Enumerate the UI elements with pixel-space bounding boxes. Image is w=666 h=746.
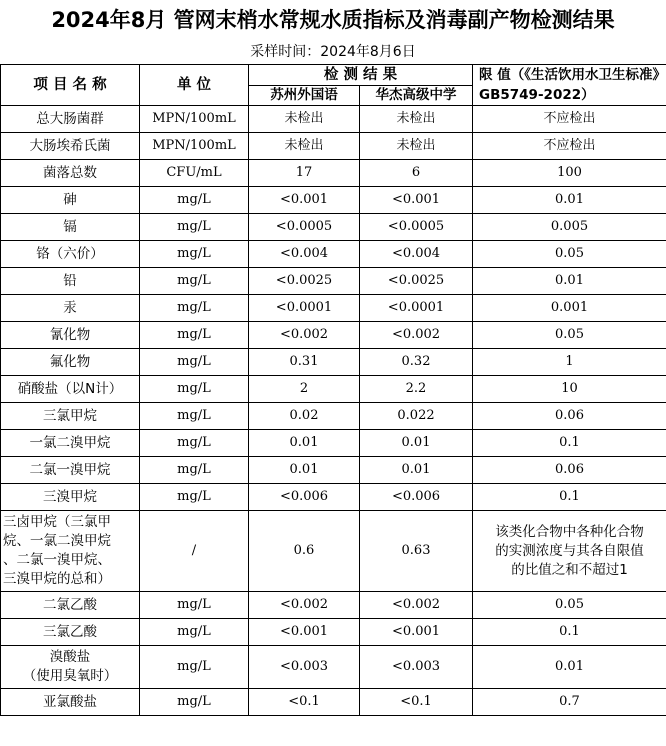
- item-name-line: 三溴甲烷的总和）: [3, 571, 111, 587]
- limit-value: 不应检出: [473, 133, 666, 160]
- item-unit: mg/L: [140, 241, 249, 268]
- item-name: 一氯二溴甲烷: [1, 430, 140, 457]
- result-site2: <0.0001: [360, 295, 473, 322]
- item-unit: mg/L: [140, 646, 249, 689]
- limit-value: 不应检出: [473, 106, 666, 133]
- item-name: 氟化物: [1, 349, 140, 376]
- limit-value: 100: [473, 160, 666, 187]
- item-name-line: （使用臭氧时）: [22, 668, 118, 684]
- item-unit: /: [140, 511, 249, 592]
- table-row: [1, 430, 666, 457]
- result-site2: <0.001: [360, 187, 473, 214]
- result-site2: 2.2: [360, 376, 473, 403]
- item-name: 氰化物: [1, 322, 140, 349]
- limit-value: 0.1: [473, 430, 666, 457]
- item-name: 大肠埃希氏菌: [1, 133, 140, 160]
- result-site1: 0.6: [249, 511, 360, 592]
- item-name-line: 溴酸盐: [49, 649, 91, 665]
- table-row: [1, 619, 666, 646]
- result-site2: 未检出: [360, 106, 473, 133]
- table-row: [1, 214, 666, 241]
- limit-value: [473, 511, 666, 592]
- result-site2: <0.003: [360, 646, 473, 689]
- sampling-time: 采样时间：2024年8月6日: [250, 44, 416, 60]
- item-name: 铬（六价）: [1, 241, 140, 268]
- limit-value: 0.1: [473, 484, 666, 511]
- item-name: 三氯乙酸: [1, 619, 140, 646]
- item-name: 汞: [1, 295, 140, 322]
- table-row: [1, 241, 666, 268]
- table-row: [1, 484, 666, 511]
- item-unit: MPN/100mL: [140, 133, 249, 160]
- item-unit: mg/L: [140, 619, 249, 646]
- result-site1: 0.01: [249, 457, 360, 484]
- result-site1: <0.002: [249, 322, 360, 349]
- table-row: [1, 511, 666, 592]
- item-unit: CFU/mL: [140, 160, 249, 187]
- result-site2: 0.63: [360, 511, 473, 592]
- table-row: [1, 376, 666, 403]
- result-site1: 0.31: [249, 349, 360, 376]
- item-unit: mg/L: [140, 484, 249, 511]
- header-results: 检 测 结 果: [249, 65, 473, 86]
- item-unit: MPN/100mL: [140, 106, 249, 133]
- limit-value-line: 的比值之和不超过1: [511, 561, 628, 578]
- item-name: 砷: [1, 187, 140, 214]
- table-row: [1, 133, 666, 160]
- table-row: [1, 457, 666, 484]
- item-name: 菌落总数: [1, 160, 140, 187]
- item-name-line: 烷、一氯二溴甲烷: [3, 533, 111, 549]
- result-site1: <0.002: [249, 592, 360, 619]
- item-unit: mg/L: [140, 689, 249, 716]
- limit-value: 0.06: [473, 457, 666, 484]
- table-row: [1, 349, 666, 376]
- result-site2: <0.0025: [360, 268, 473, 295]
- result-site2: <0.1: [360, 689, 473, 716]
- limit-value: 0.05: [473, 241, 666, 268]
- limit-value: 0.01: [473, 268, 666, 295]
- table-row: [1, 403, 666, 430]
- result-site1: <0.001: [249, 187, 360, 214]
- result-site2: 0.32: [360, 349, 473, 376]
- limit-value: 1: [473, 349, 666, 376]
- table-row: [1, 106, 666, 133]
- table-row: [1, 689, 666, 716]
- limit-value: 10: [473, 376, 666, 403]
- limit-value: 0.005: [473, 214, 666, 241]
- result-site2: <0.002: [360, 322, 473, 349]
- item-name: 铅: [1, 268, 140, 295]
- result-site1: 0.02: [249, 403, 360, 430]
- result-site2: <0.0005: [360, 214, 473, 241]
- result-site1: <0.006: [249, 484, 360, 511]
- item-name: 硝酸盐（以N计）: [1, 376, 140, 403]
- limit-value: 0.05: [473, 592, 666, 619]
- table-row: [1, 187, 666, 214]
- item-name: 三氯甲烷: [1, 403, 140, 430]
- result-site2: <0.001: [360, 619, 473, 646]
- item-name: 二氯一溴甲烷: [1, 457, 140, 484]
- limit-value: 0.1: [473, 619, 666, 646]
- header-item: 项 目 名 称: [1, 65, 140, 106]
- item-name: 镉: [1, 214, 140, 241]
- result-site1: <0.0001: [249, 295, 360, 322]
- table-row: [1, 592, 666, 619]
- item-unit: mg/L: [140, 187, 249, 214]
- item-name-line: 、二氯一溴甲烷、: [3, 552, 111, 568]
- table-row: [1, 160, 666, 187]
- limit-value: 0.01: [473, 187, 666, 214]
- result-site1: 2: [249, 376, 360, 403]
- item-unit: mg/L: [140, 430, 249, 457]
- limit-value: 0.7: [473, 689, 666, 716]
- result-site2: <0.002: [360, 592, 473, 619]
- item-name: 总大肠菌群: [1, 106, 140, 133]
- table-row: [1, 295, 666, 322]
- item-unit: mg/L: [140, 295, 249, 322]
- header-site1: 苏州外国语: [249, 85, 360, 106]
- result-site1: <0.004: [249, 241, 360, 268]
- table-row: [1, 646, 666, 689]
- result-site1: <0.001: [249, 619, 360, 646]
- item-name: 亚氯酸盐: [1, 689, 140, 716]
- item-name: 三溴甲烷: [1, 484, 140, 511]
- result-site2: 0.01: [360, 430, 473, 457]
- item-name: [1, 511, 140, 592]
- table-row: [1, 322, 666, 349]
- result-site1: 17: [249, 160, 360, 187]
- results-table: [0, 64, 666, 716]
- result-site2: 未检出: [360, 133, 473, 160]
- item-name: [1, 646, 140, 689]
- item-unit: mg/L: [140, 349, 249, 376]
- header-unit: 单 位: [140, 65, 249, 106]
- limit-value-line: 该类化合物中各种化合物: [495, 523, 644, 540]
- item-name: 二氯乙酸: [1, 592, 140, 619]
- result-site2: <0.004: [360, 241, 473, 268]
- result-site2: 0.022: [360, 403, 473, 430]
- item-unit: mg/L: [140, 403, 249, 430]
- header-limit: 限 值（《生活饮用水卫生标准》GB5749-2022）: [473, 65, 666, 106]
- limit-value: 0.001: [473, 295, 666, 322]
- result-site1: <0.003: [249, 646, 360, 689]
- limit-value-line: 的实测浓度与其各自限值: [495, 542, 644, 559]
- limit-value: 0.05: [473, 322, 666, 349]
- result-site2: 6: [360, 160, 473, 187]
- result-site1: <0.1: [249, 689, 360, 716]
- item-unit: mg/L: [140, 457, 249, 484]
- item-unit: mg/L: [140, 376, 249, 403]
- result-site1: 0.01: [249, 430, 360, 457]
- header-site2: 华杰高级中学: [360, 85, 473, 106]
- item-unit: mg/L: [140, 592, 249, 619]
- result-site2: 0.01: [360, 457, 473, 484]
- result-site1: <0.0025: [249, 268, 360, 295]
- result-site1: 未检出: [249, 106, 360, 133]
- table-row: [1, 268, 666, 295]
- limit-value: 0.06: [473, 403, 666, 430]
- item-name-line: 三卤甲烷（三氯甲: [3, 514, 111, 530]
- result-site1: 未检出: [249, 133, 360, 160]
- item-unit: mg/L: [140, 268, 249, 295]
- result-site2: <0.006: [360, 484, 473, 511]
- item-unit: mg/L: [140, 214, 249, 241]
- report-title: 2024年8月 管网末梢水常规水质指标及消毒副产物检测结果: [51, 8, 615, 32]
- item-unit: mg/L: [140, 322, 249, 349]
- result-site1: <0.0005: [249, 214, 360, 241]
- limit-value: 0.01: [473, 646, 666, 689]
